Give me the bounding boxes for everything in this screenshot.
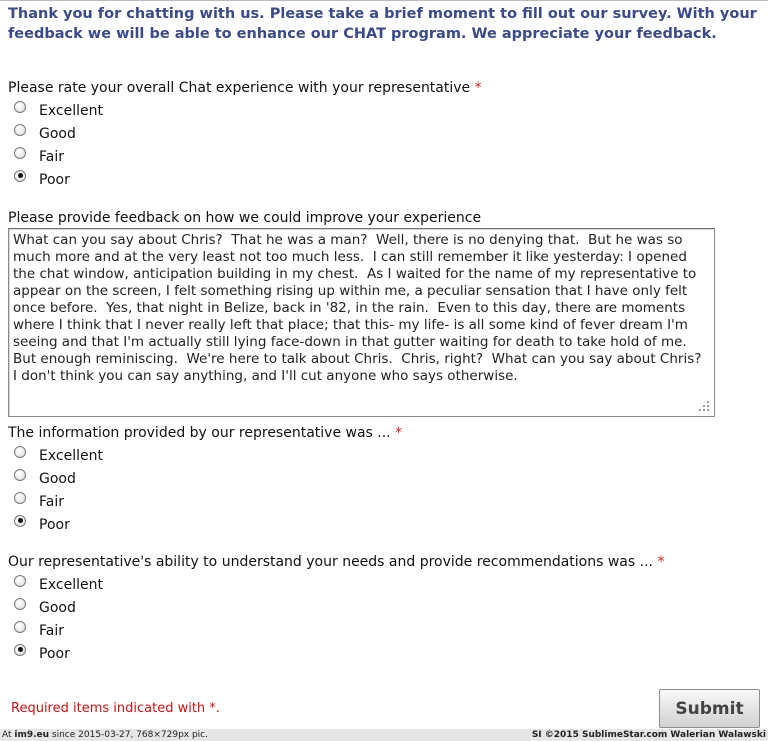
option-label: Excellent bbox=[39, 102, 103, 119]
top-border bbox=[0, 0, 768, 1]
required-items-note: Required items indicated with *. bbox=[11, 701, 220, 716]
q2-option-fair[interactable] bbox=[14, 490, 103, 513]
option-label: Fair bbox=[39, 622, 64, 639]
radio-button[interactable] bbox=[14, 170, 26, 182]
feedback-label: Please provide feedback on how we could improve your experience bbox=[8, 210, 482, 226]
footer-since: since 2015-03-27, 768×729px pic. bbox=[49, 730, 208, 740]
required-star: * bbox=[474, 80, 482, 96]
submit-button[interactable]: Submit bbox=[659, 689, 760, 728]
q1-option-excellent[interactable] bbox=[14, 99, 103, 122]
radio-button[interactable] bbox=[14, 147, 26, 159]
radio-button[interactable] bbox=[14, 575, 26, 587]
option-label: Good bbox=[39, 470, 76, 487]
option-label: Fair bbox=[39, 493, 64, 510]
option-label: Excellent bbox=[39, 576, 103, 593]
question-1-options bbox=[14, 99, 103, 191]
q1-option-good[interactable] bbox=[14, 122, 103, 145]
footer-site-link[interactable]: im9.eu bbox=[14, 730, 50, 740]
option-label: Fair bbox=[39, 148, 64, 165]
question-1-text: Please rate your overall Chat experience with your representative bbox=[8, 80, 475, 96]
option-label: Excellent bbox=[39, 447, 103, 464]
question-3-text: Our representative's ability to understand your needs and provide recommendations was ... bbox=[8, 554, 658, 570]
radio-button[interactable] bbox=[14, 124, 26, 136]
radio-button[interactable] bbox=[14, 492, 26, 504]
radio-button[interactable] bbox=[14, 644, 26, 656]
q3-option-good[interactable] bbox=[14, 596, 103, 619]
q2-option-poor[interactable] bbox=[14, 513, 103, 536]
q3-option-excellent[interactable] bbox=[14, 573, 103, 596]
q3-option-fair[interactable] bbox=[14, 619, 103, 642]
option-label: Poor bbox=[39, 171, 70, 188]
survey-intro: Thank you for chatting with us. Please take a brief moment to fill out our survey. With your feedback we will be able to enhance our CHAT program. We appreciate your feedback. bbox=[8, 6, 757, 42]
option-label: Good bbox=[39, 125, 76, 142]
option-label: Poor bbox=[39, 516, 70, 533]
resize-handle-icon[interactable] bbox=[699, 401, 711, 413]
q3-option-poor[interactable] bbox=[14, 642, 103, 665]
radio-button[interactable] bbox=[14, 469, 26, 481]
radio-button[interactable] bbox=[14, 621, 26, 633]
image-host-footer bbox=[0, 729, 768, 741]
footer-host-info bbox=[2, 729, 208, 741]
footer-credit: SI ©2015 SublimeStar.com Walerian Walawski bbox=[531, 730, 766, 740]
radio-button[interactable] bbox=[14, 101, 26, 113]
q2-option-good[interactable] bbox=[14, 467, 103, 490]
q2-option-excellent[interactable] bbox=[14, 444, 103, 467]
q1-option-poor[interactable] bbox=[14, 168, 103, 191]
option-label: Good bbox=[39, 599, 76, 616]
question-3-label bbox=[8, 553, 664, 571]
feedback-textarea[interactable] bbox=[8, 228, 715, 417]
question-2-text: The information provided by our representative was ... bbox=[8, 425, 396, 441]
question-3-options bbox=[14, 573, 103, 665]
radio-button[interactable] bbox=[14, 515, 26, 527]
footer-at: At bbox=[2, 730, 15, 740]
radio-button[interactable] bbox=[14, 446, 26, 458]
required-star: * bbox=[395, 425, 403, 441]
option-label: Poor bbox=[39, 645, 70, 662]
question-2-label bbox=[8, 424, 402, 442]
question-2-options bbox=[14, 444, 103, 536]
q1-option-fair[interactable] bbox=[14, 145, 103, 168]
required-star: * bbox=[657, 554, 665, 570]
question-1-label bbox=[8, 79, 482, 97]
radio-button[interactable] bbox=[14, 598, 26, 610]
